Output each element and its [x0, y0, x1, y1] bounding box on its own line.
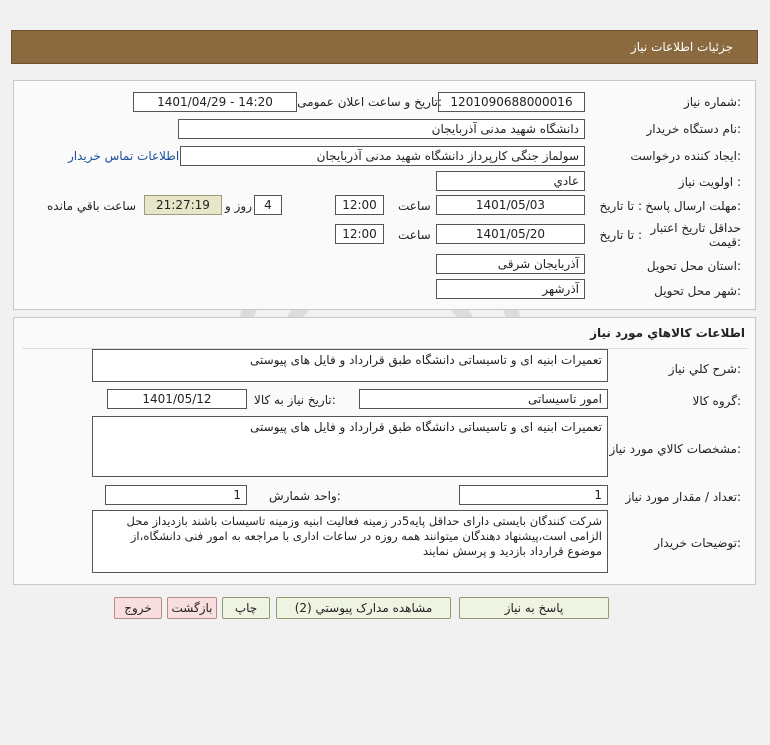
specs-field: تعمیرات ابنیه ای و تاسیساتی دانشگاه طبق قرارداد و فایل های پیوستی: [92, 416, 608, 477]
need-number-label: شماره نياز:: [683, 95, 741, 109]
creator-field: سولماز جنگی کارپرداز دانشگاه شهید مدنی آذربایجان: [180, 146, 585, 166]
need-number-field: 1201090688000016: [438, 92, 585, 112]
buyer-org-label: نام دستگاه خريدار:: [646, 122, 741, 136]
quantity-field: 1: [459, 485, 608, 505]
buyer-notes-field: شرکت کنندگان بایستی دارای حداقل پایه5در زمینه فعالیت ابنیه وزمینه تاسیسات باشند بازدیداز محل الزامی است،پیشنهاد دهندگان میتوانند همه روزه در ساعات اداری با مراجعه به امور فنی دانشگاه،از موضوع قرارداد بازدید و پرسش نمایند: [92, 510, 608, 573]
page-title: جزئیات اطلاعات نیاز: [630, 40, 733, 54]
days-field: 4: [254, 195, 282, 215]
city-field: آذرشهر: [436, 279, 585, 299]
creator-label: ايجاد کننده درخواست:: [630, 149, 741, 163]
priority-label: اولويت نياز :: [678, 175, 741, 189]
specs-label: مشخصات کالاي مورد نياز:: [609, 442, 741, 456]
back-button[interactable]: بازگشت: [167, 597, 217, 619]
remaining-time-field: 21:27:19: [144, 195, 222, 215]
print-button[interactable]: چاپ: [222, 597, 270, 619]
buyer-contact-link[interactable]: اطلاعات تماس خريدار: [68, 149, 180, 163]
city-label: شهر محل تحويل:: [654, 284, 741, 298]
goods-panel: [13, 317, 756, 585]
need-date-field: 1401/05/12: [107, 389, 247, 409]
quantity-label: تعداد / مقدار مورد نياز:: [625, 490, 741, 504]
need-date-label: تاريخ نياز به کالا:: [254, 393, 336, 407]
summary-label: شرح کلي نياز:: [668, 362, 741, 376]
remaining-label: ساعت باقي مانده: [47, 199, 137, 213]
province-field: آذربايجان شرقی: [436, 254, 585, 274]
page-header: [11, 30, 758, 64]
group-label: گروه کالا:: [692, 394, 741, 408]
validity-date-field: 1401/05/20: [436, 224, 585, 244]
province-label: استان محل تحويل:: [646, 259, 741, 273]
view-attachments-button[interactable]: مشاهده مدارک پيوستي (2): [276, 597, 451, 619]
unit-field: 1: [105, 485, 247, 505]
validity-to-date-label: تا تاريخ :: [599, 228, 642, 242]
deadline-time-field: 12:00: [335, 195, 384, 215]
unit-label: واحد شمارش:: [269, 489, 341, 503]
goods-section-title: اطلاعات کالاهاي مورد نياز: [590, 326, 745, 340]
buyer-notes-label: توضيحات خريدار:: [654, 536, 741, 550]
validity-time-field: 12:00: [335, 224, 384, 244]
validity-time-label: ساعت: [398, 228, 431, 242]
days-label: روز و: [225, 199, 252, 213]
buyer-org-field: دانشگاه شهید مدنی آذربایجان: [178, 119, 585, 139]
group-field: امور تاسیساتی: [359, 389, 608, 409]
deadline-time-label: ساعت: [398, 199, 431, 213]
validity-label: حداقل تاريخ اعتبار قيمت:: [650, 221, 741, 249]
deadline-to-date-label: تا تاريخ :: [599, 199, 642, 213]
announce-label: تاريخ و ساعت اعلان عمومی:: [297, 95, 442, 109]
announce-field: 1401/04/29 - 14:20: [133, 92, 297, 112]
exit-button[interactable]: خروج: [114, 597, 162, 619]
summary-field: تعمیرات ابنیه ای و تاسیساتی دانشگاه طبق قرارداد و فایل های پیوستی: [92, 349, 608, 382]
deadline-label: مهلت ارسال پاسخ:: [645, 199, 741, 213]
reply-button[interactable]: پاسخ به نياز: [459, 597, 609, 619]
priority-field: عادي: [436, 171, 585, 191]
deadline-date-field: 1401/05/03: [436, 195, 585, 215]
need-info-panel: [13, 80, 756, 310]
